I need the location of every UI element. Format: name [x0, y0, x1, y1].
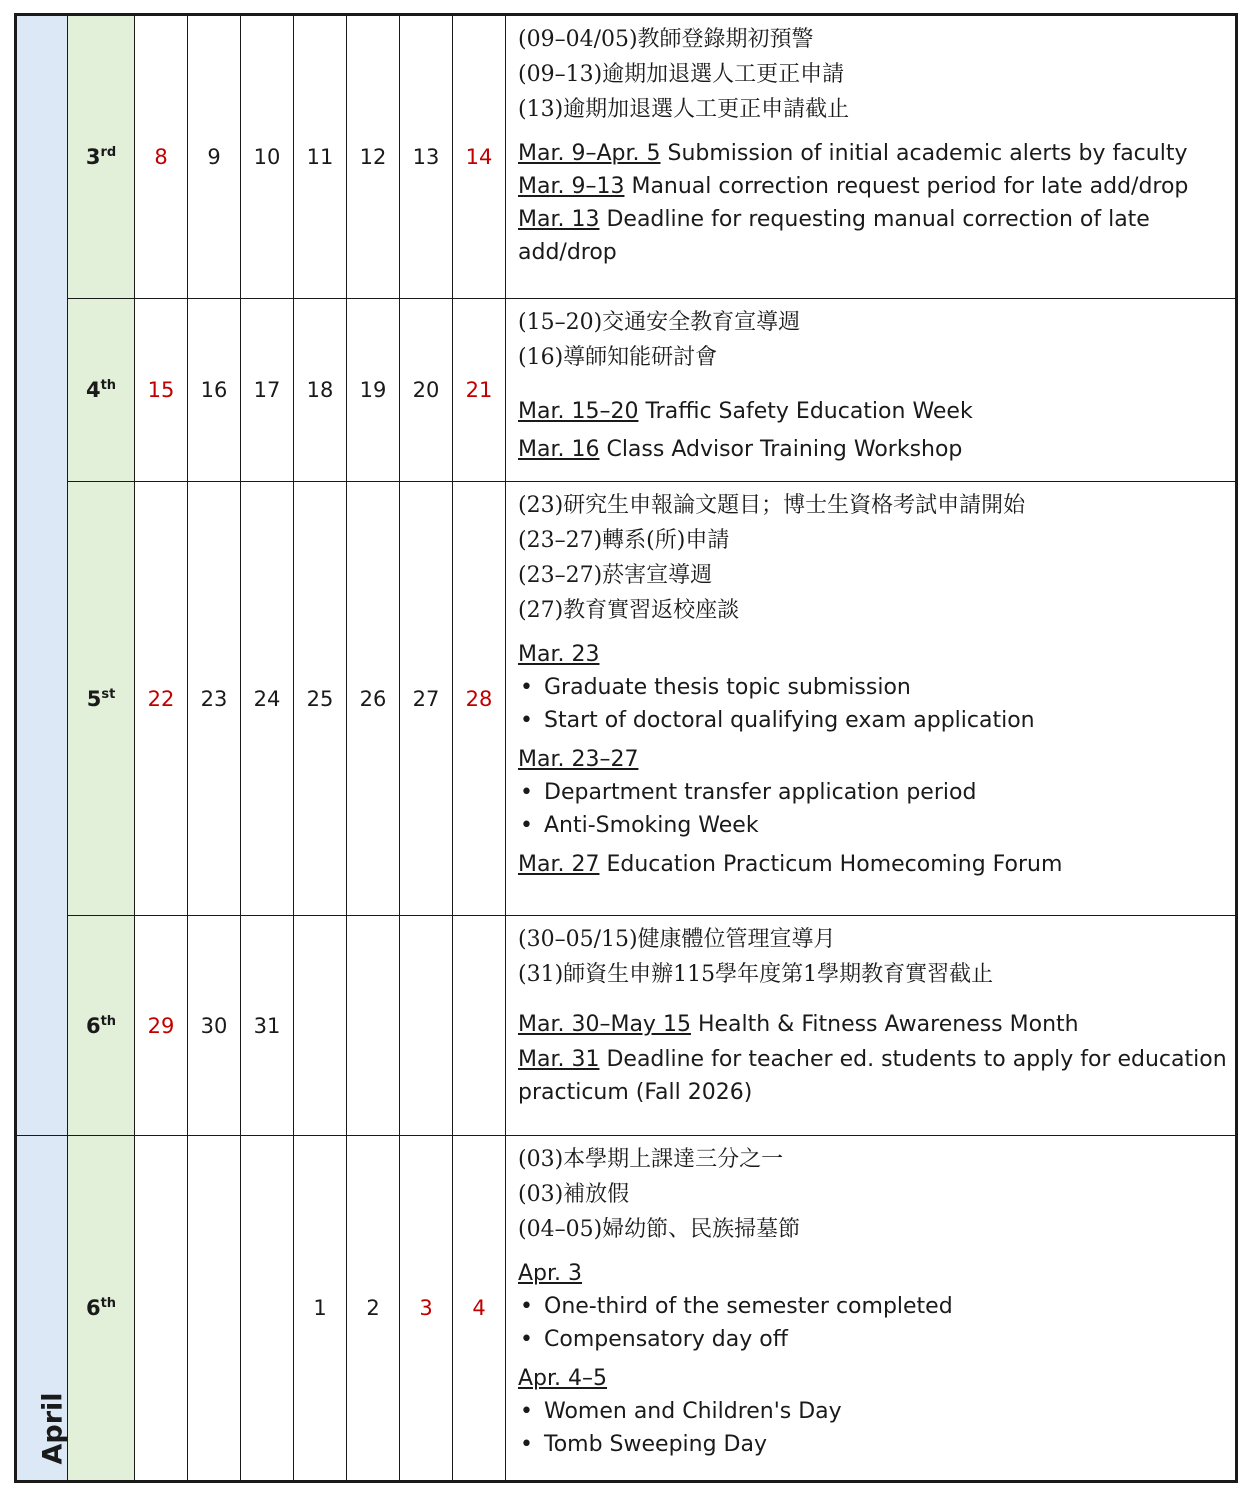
event-zh: (09–04/05)教師登錄期初預警	[518, 27, 814, 52]
event-en: Mar. 9–Apr. 5 Submission of initial academic alerts by faculty	[518, 141, 1188, 166]
event-zh: (30–05/15)健康體位管理宣導月	[518, 927, 836, 952]
week-number: 3rd	[68, 15, 135, 299]
event-zh: (03)補放假	[518, 1182, 630, 1207]
events-cell	[506, 15, 1237, 299]
event-bullet: • Department transfer application period	[518, 776, 1229, 809]
month-cell-april	[16, 1136, 68, 1482]
day-cell: 16	[188, 299, 241, 482]
day-cell: 1	[294, 1136, 347, 1482]
event-zh: (27)教育實習返校座談	[518, 598, 740, 623]
day-cell-saturday: 28	[453, 482, 506, 916]
day-cell: 26	[347, 482, 400, 916]
day-cell: 17	[241, 299, 294, 482]
event-zh: (16)導師知能研討會	[518, 345, 718, 370]
week-row	[16, 916, 1237, 1136]
event-date: Mar. 23–27	[518, 747, 639, 772]
week-number: 5st	[68, 482, 135, 916]
event-bullet: • Tomb Sweeping Day	[518, 1428, 1229, 1461]
event-en: Mar. 9–13 Manual correction request period for late add/drop	[518, 174, 1189, 199]
month-label: April	[37, 1392, 69, 1465]
event-bullet: • One-third of the semester completed	[518, 1290, 1229, 1323]
event-zh: (09–13)逾期加退選人工更正申請	[518, 62, 845, 87]
event-en: Mar. 13 Deadline for requesting manual correction of late add/drop	[518, 207, 1150, 265]
event-date: Apr. 4–5	[518, 1366, 608, 1391]
events-cell	[506, 482, 1237, 916]
event-date: Mar. 23	[518, 642, 600, 667]
week-row	[16, 482, 1237, 916]
day-cell-sunday: 8	[135, 15, 188, 299]
event-bullet: • Women and Children's Day	[518, 1395, 1229, 1428]
event-zh: (13)逾期加退選人工更正申請截止	[518, 97, 850, 122]
day-cell: 9	[188, 15, 241, 299]
event-en: Mar. 27 Education Practicum Homecoming Forum	[518, 852, 1063, 877]
event-en: Mar. 31 Deadline for teacher ed. students to apply for education practicum (Fall 2026)	[518, 1047, 1227, 1105]
day-cell: 18	[294, 299, 347, 482]
event-zh: (03)本學期上課達三分之一	[518, 1147, 784, 1172]
day-cell-holiday: 3	[400, 1136, 453, 1482]
day-cell: 10	[241, 15, 294, 299]
event-zh: (04–05)婦幼節、民族掃墓節	[518, 1217, 801, 1242]
events-cell	[506, 299, 1237, 482]
day-cell: 2	[347, 1136, 400, 1482]
day-cell-saturday: 21	[453, 299, 506, 482]
event-zh: (15–20)交通安全教育宣導週	[518, 310, 801, 335]
day-cell-saturday: 4	[453, 1136, 506, 1482]
event-zh: (23–27)菸害宣導週	[518, 563, 713, 588]
day-cell	[347, 916, 400, 1136]
academic-calendar-table	[14, 13, 1238, 1483]
day-cell	[453, 916, 506, 1136]
week-number: 4th	[68, 299, 135, 482]
day-cell: 19	[347, 299, 400, 482]
week-number: 6th	[68, 1136, 135, 1482]
day-cell-sunday: 22	[135, 482, 188, 916]
day-cell-sunday: 15	[135, 299, 188, 482]
day-cell: 23	[188, 482, 241, 916]
day-cell-saturday: 14	[453, 15, 506, 299]
events-cell	[506, 916, 1237, 1136]
day-cell: 30	[188, 916, 241, 1136]
event-en: Mar. 30–May 15 Health & Fitness Awareness Month	[518, 1012, 1079, 1037]
day-cell-sunday: 29	[135, 916, 188, 1136]
week-row	[16, 1136, 1237, 1482]
event-zh: (23)研究生申報論文題目；博士生資格考試申請開始	[518, 493, 1026, 518]
event-en: Mar. 15–20 Traffic Safety Education Week	[518, 399, 973, 424]
day-cell	[241, 1136, 294, 1482]
day-cell: 13	[400, 15, 453, 299]
day-cell: 20	[400, 299, 453, 482]
day-cell	[400, 916, 453, 1136]
event-bullet: • Anti-Smoking Week	[518, 809, 1229, 842]
day-cell: 11	[294, 15, 347, 299]
event-bullet: • Graduate thesis topic submission	[518, 671, 1229, 704]
week-number: 6th	[68, 916, 135, 1136]
event-bullet: • Start of doctoral qualifying exam application	[518, 704, 1229, 737]
event-zh: (31)師資生申辦115學年度第1學期教育實習截止	[518, 962, 994, 987]
day-cell	[294, 916, 347, 1136]
day-cell: 24	[241, 482, 294, 916]
event-zh: (23–27)轉系(所)申請	[518, 528, 730, 553]
day-cell: 31	[241, 916, 294, 1136]
month-cell-march	[16, 15, 68, 1136]
day-cell: 27	[400, 482, 453, 916]
day-cell	[135, 1136, 188, 1482]
day-cell: 12	[347, 15, 400, 299]
week-row	[16, 15, 1237, 299]
event-en: Mar. 16 Class Advisor Training Workshop	[518, 437, 963, 462]
day-cell: 25	[294, 482, 347, 916]
event-date: Apr. 3	[518, 1261, 583, 1286]
day-cell	[188, 1136, 241, 1482]
week-row	[16, 299, 1237, 482]
events-cell	[506, 1136, 1237, 1482]
event-bullet: • Compensatory day off	[518, 1323, 1229, 1356]
